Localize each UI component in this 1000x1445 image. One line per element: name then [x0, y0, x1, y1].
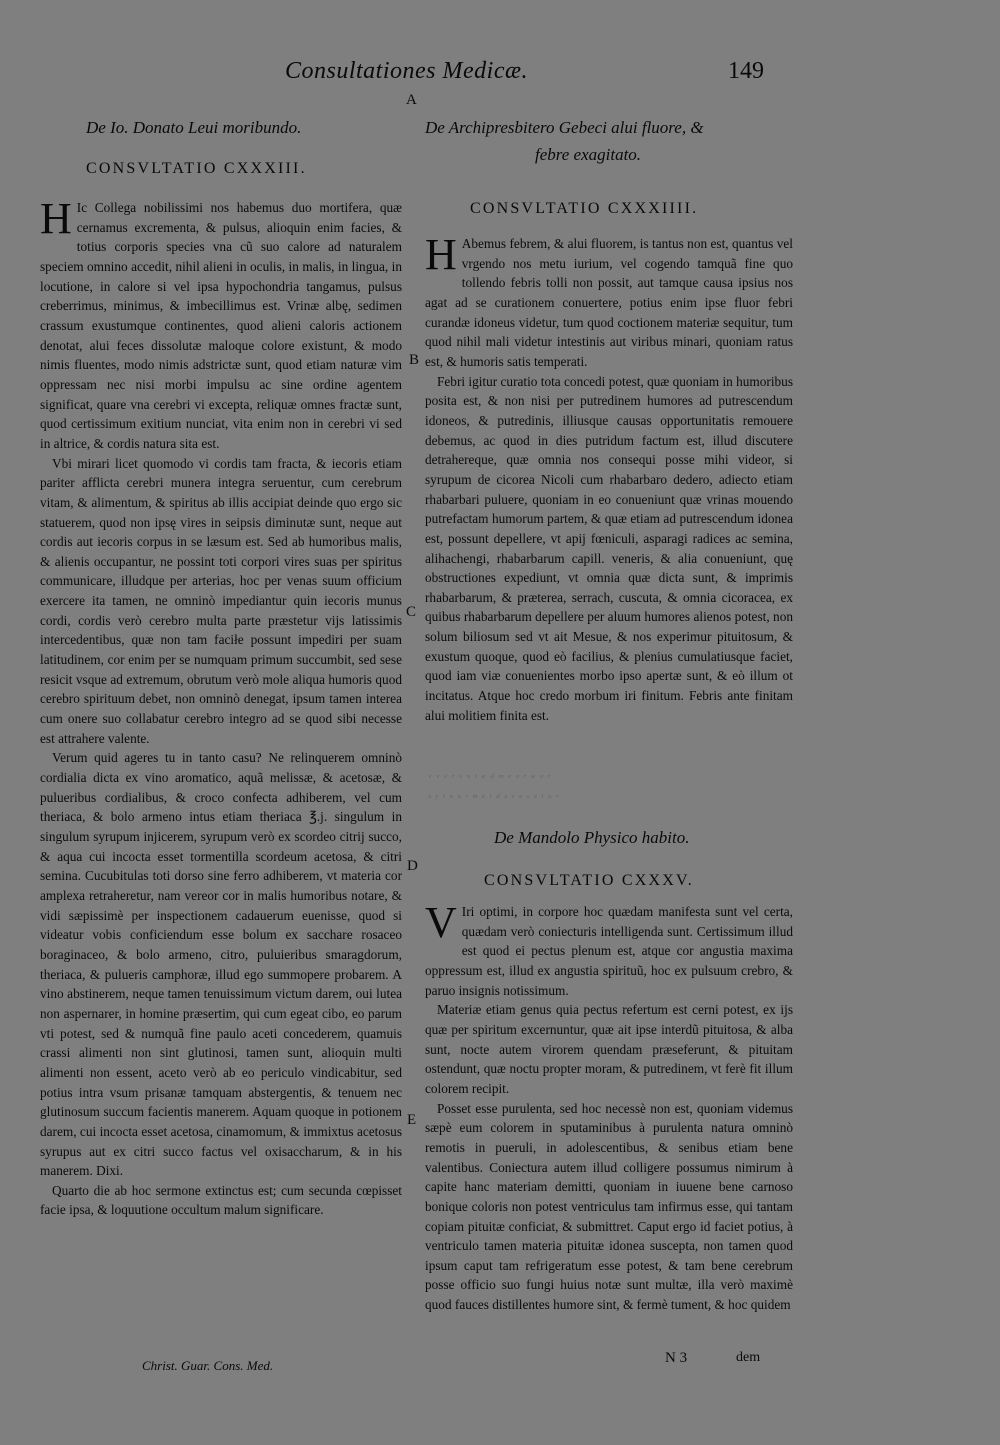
- margin-letter-d: D: [407, 858, 418, 874]
- page-number: 149: [728, 58, 764, 84]
- right-column-title-2: De Mandolo Physico habito.: [494, 828, 690, 847]
- margin-letter-e: E: [407, 1112, 417, 1128]
- right-column-body-2: [425, 898, 793, 1315]
- left-paragraph-4: Quarto die ab hoc sermone extinctus est; cum secunda cœpisset facie ipsa, & loquutione occultum malum significare.: [40, 1182, 402, 1218]
- faint-line-2: ˢ ʸ ᵗ ᵒ ᵘ ʳ ᵐ ᵉ ᵗ ᵈ ᵉ ʳ ᵉ ˢ ᵉ ᵗ ᵘ ʳ: [428, 792, 560, 804]
- left-paragraph-2: Vbi mirari licet quomodo vi cordis tam fracta, & iecoris etiam pariter afflicta cerebri munera integra seruentur, cum cerebrum vitam, & alimentum, & spiritus ab illis accipiat deinde quo ergo sic statuerem, quod non ipsę vires in seipsis diminutæ sunt, neque aut cordis aut iecoris corpus in se læsum est. Sed ab humoribus malis, & alienis occupantur, ne possint toti corpori vires suas per spiritus communicare, illudque per arterias, hoc per venas suum officium exercere ita tamen, ne omninò impediantur quin iecoris munus cordi, cordis verò cerebro multa parte præstetur vijs latissimis intercedentibus, quæ non tam faciłe possunt impediri per suam latitudinem, cor enim per se numquam primum succumbit, sed sese resicit vsque ad extremum, obrutum verò mole aliqua humoris quod cerebro spirituum debet, non omninò denegat, ipsum tamen interea cum onere suo collabatur cerebro integro ad se quod sibi necesse est attrahere valente.: [40, 455, 402, 746]
- catchword: dem: [736, 1350, 761, 1365]
- right-consult-heading-2: CONSVLTATIO CXXXV.: [484, 872, 694, 889]
- margin-letter-c: C: [406, 604, 417, 620]
- right-paragraph-5: Posset esse purulenta, sed hoc necessè non est, quoniam videmus sæpè eum colorem in sputaminibus à purulenta natura omninò remotis in pueruli, in adolescentibus, & senibus etiam bene valentibus. Coniectura autem illud colligere possumus nimirum à capite hanc materiam demitti, quoniam in iuuene bene carnoso bonique coloris non potest ventriculus tam infirmus esse, qui tantam copiam pituitæ conficiat, & submittret. Caput ergo id faciet potius, à ventriculo tamen materia pituitæ idonea suscepta, non tamen quod ipsum caput tam refrigeratum esse potest, & tam bene cerebrum posse officio suo fungi huius notæ sunt multæ, illa verò maximè quod fauces distillentes humore sint, & fermè tument, & hoc quidem: [425, 1100, 793, 1313]
- faint-line-1: ᵛ ᵛ ᵛ ʳ ᵛ ᵘ ᵗ ᵃ ᵈ ᵐ ᵉ ᵒ ʳ ʷ ᵘ ʳ: [428, 772, 551, 784]
- right-column-title-line2: febre exagitato.: [535, 145, 642, 164]
- margin-letter-b: B: [409, 352, 420, 368]
- right-paragraph-2: Febri igitur curatio tota concedi potest, quæ quoniam in humoribus posita est, & non nisi per putredinem humores ad putrescendum idoneos, & putredinis, illiusque causas opportunitatis remouere debemus, ac quod in dies putridum factum est, illud discutere detrahereque, quæ omnia nos consequi posse mihi videor, si syrupum de cicorea Nicoli cum rhabarbaro dedero, adiecto etiam rhabarbari puluere, quoniam in eo conueniunt quæ vrinas mouendo putrefactam humorum partem, & quæ etiam ad putrescendum idonea est, possunt depellere, vt apij fœniculi, asparagi radices ac semina, alihachengi, rhabarbarum capill. veneris, & alia conueniunt, quę obstructiones expediunt, vt omnia quæ dicta sunt, & imprimis rhabarbarum, & præterea, serrach, cuscuta, & omnia cicoracea, ex quibus rhabarbarum depellere per aluum humores alienos potest, non solum biliosum sed vt ait Mesue, & nos experimur pituitosum, & exustum quoque, quod eò facilius, & plenius cumulatiusque faciet, quod iam viæ conuenientes morbo ipso apertæ sunt, & eò illum ot incitatus. Atque hoc credo morbum iri finitum. Febris ante finitam alui molitiem finita est.: [425, 373, 794, 723]
- left-paragraph-1: H Ic Collega nobilissimi nos habemus duo mortifera, quæ cernamus excrementa, & pulsus, alioquin enim facies, & totius corporis species vna cũ suo calore ad naturalem speciem omnino accedit, nihil alieni in oculis, in malis, in lingua, in locutione, in calore si vel ipsa hypochondria tangamus, pulsus creberrimus, minimus, & imbecillimus est. Vrinæ albę, sedimen crassum exustumque continentes, quod alieni caloris actionem denotat, alui feces dissolutæ maloque colore existunt, & modo nimis fluentes, modo nimis adstrictæ sunt, quod etiam naturæ vim oppressam nec nisi morbi impulsu ac sine ordine agentem significat, quare vna cerebri vi excepta, reliquæ omnes fractæ sunt, quod certissimum exitium nunciat, vita enim non in cerebri vi sed in altrice, & cordis natura sita est.: [40, 194, 402, 451]
- signature: Christ. Guar. Cons. Med.: [142, 1358, 274, 1373]
- signature-mark: N 3: [665, 1350, 688, 1366]
- left-consult-heading: CONSVLTATIO CXXXIII.: [86, 160, 307, 177]
- right-consult-heading-1: CONSVLTATIO CXXXIIII.: [470, 200, 699, 217]
- margin-letter-a: A: [406, 92, 417, 108]
- dropcap-right-2: V: [425, 898, 457, 947]
- dropcap-left: H: [40, 194, 72, 243]
- left-column-body: [40, 194, 402, 1220]
- right-column-body-1: [425, 230, 794, 725]
- running-head: Consultationes Medicæ.: [285, 58, 528, 84]
- right-column-title-line1: De Archipresbitero Gebeci alui fluore, &: [425, 118, 704, 137]
- dropcap-right-1: H: [425, 230, 457, 279]
- right-paragraph-4: Materiæ etiam genus quia pectus refertum est cerni potest, ex ijs quæ per spiritum excernuntur, quæ ait ipse interdũ pituitosa, & alba sunt, nocte autem virorem quendam præseferunt, & pituitam ostendunt, quæ noctu propter moram, & putredinem, vt ferè fit illum colorem recipit.: [425, 1002, 793, 1096]
- left-paragraph-3: Verum quid ageres tu in tanto casu? Ne relinquerem omninò cordialia dicta ex vino aromatico, aquã melissæ, & acetosæ, & pulueribus cordialibus, & croco confecta adhiberem, vel cum theriaca, & bolo armeno intus etiam theriaca ℥.j. singulum in singulum syrupum injicerem, syrupum verò ex scordeo citrij succo, & aqua cui incocta esset tormentilla scordeum acetosa, & citri semina. Cucubitulas toti dorso sine ferro adhiberem, vt materia cor amplexa retraheretur, nam vereor cor in malis humoribus notare, & vidi sæpissimè per inspectionem cadauerum euenisse, quod si videatur vobis conficiendum esse bolum ex sacchare rosaceo boraginaceo, & bolo armeno, citro, puluieribus smaragdorum, theriaca, & pulueris camphoræ, illud ego summopere probarem. A vino abstinerem, neque tamen tenuissimum victum darem, oui lutea non aspernarer, in homine præsertim, qui cum egeat cibo, eo parum vti potest, sed & numquã fine paulo aceti concederem, quamuis crassi alimenti non sint glutinosi, tamen sunt, alioquin multi alimenti non essent, aceto verò ab eo periculo vindicabitur, sed potius intra vsum prisanæ tamquam abstergentis, & tenuem nec glutinosum succum facientis manerem. Aquam quoque in potionem darem, cui incocta esset acetosa, cinamomum, & immixtus acetosus syrupus aut ex citri succo factus vel oxisaccharum, & in his manerem. Dixi.: [40, 750, 402, 1179]
- right-paragraph-3: V Iri optimi, in corpore hoc quædam manifesta sunt vel certa, quædam verò coniecturis intelligenda sunt. Certissimum illud est quod ei pectus plenum est, atque cor angustia maxima oppressum est, illud ex angustia spirituũ, hoc ex pulsuum crebro, & paruo insignis notissimum.: [425, 898, 793, 998]
- right-paragraph-1: H Abemus febrem, & alui fluorem, is tantus non est, quantus vel vrgendo nos metu iurium, vel cogendo tamquã fine quo tollendo febris tolli non possit, aut tamque causa ipsius nos agat ad se curationem conuertere, potius enim ipse fluor febri curandæ idoneus videtur, tum quod coctionem materiæ sequitur, tum quod nihil mali videtur intestinis aut viribus minari, quoniam ratus est, & humoris satis temperati.: [425, 230, 793, 369]
- left-column-title: De Io. Donato Leui moribundo.: [86, 118, 302, 137]
